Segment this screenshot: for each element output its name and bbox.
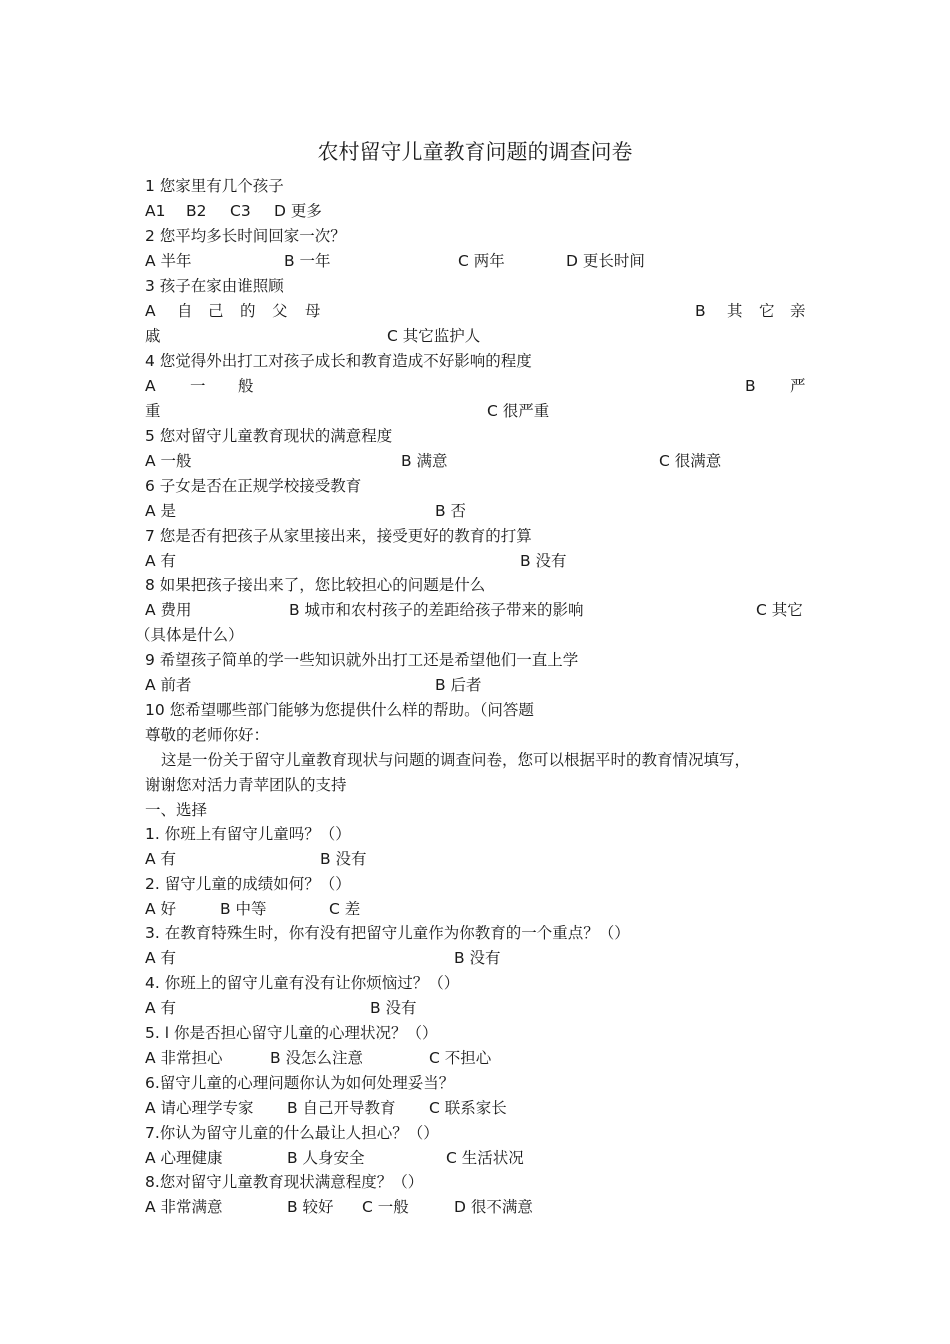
option-a: A 有 — [145, 949, 177, 967]
question-4: 4 您觉得外出打工对孩子成长和教育造成不好影响的程度 — [145, 352, 532, 370]
option-b: B 一年 — [284, 252, 331, 270]
question-9-options — [145, 673, 807, 698]
option-b: B 没怎么注意 — [270, 1049, 364, 1067]
option-a: A1 — [145, 202, 166, 220]
teacher-question-6-options — [145, 1096, 807, 1121]
question-1: 1 您家里有几个孩子 — [145, 177, 284, 195]
option-c: C3 — [230, 202, 251, 220]
question-3-options-cont: 戚 C 其它监护人 — [145, 324, 807, 349]
option-a: A 是 — [145, 502, 177, 520]
teacher-question-2-options — [145, 897, 807, 922]
question-8: 8 如果把孩子接出来了，您比较担心的问题是什么 — [145, 576, 486, 594]
question-3-options: A 自 己 的 父 母 B 其 它 亲 — [145, 302, 806, 320]
option-b: B 后者 — [435, 676, 482, 694]
question-4-options: A 一 般 B 严 — [145, 377, 806, 395]
question-1-options — [145, 199, 807, 224]
question-9: 9 希望孩子简单的学一些知识就外出打工还是希望他们一直上学 — [145, 651, 579, 669]
teacher-question-5: 5. l 你是否担心留守儿童的心理状况？（） — [145, 1024, 438, 1042]
option-b: B 城市和农村孩子的差距给孩子带来的影响 — [289, 601, 584, 619]
question-7-options — [145, 549, 807, 574]
option-c: C 生活状况 — [446, 1149, 524, 1167]
teacher-question-1: 1. 你班上有留守儿童吗？（） — [145, 825, 351, 843]
option-a: A 有 — [145, 552, 177, 570]
option-b: B 否 — [435, 502, 467, 520]
option-a: A 一般 — [145, 452, 192, 470]
option-b: B 没有 — [370, 999, 417, 1017]
document-title: 农村留守儿童教育问题的调查问卷 — [317, 140, 633, 164]
teacher-question-6: 6.留守儿童的心理问题你认为如何处理妥当？ — [145, 1074, 455, 1092]
question-4-options-cont: 重 C 很严重 — [145, 399, 807, 424]
option-b: B 没有 — [320, 850, 367, 868]
question-6: 6 子女是否在正规学校接受教育 — [145, 477, 362, 495]
option-b: B 自己开导教育 — [287, 1099, 396, 1117]
option-a: A 好 — [145, 900, 177, 918]
question-8-options-cont: （具体是什么） — [135, 626, 244, 644]
option-c: C 一般 — [362, 1198, 409, 1216]
teacher-greeting: 尊敬的老师你好： — [145, 726, 270, 744]
option-c: C 很严重 — [487, 402, 550, 420]
teacher-question-2: 2. 留守儿童的成绩如何？（） — [145, 875, 351, 893]
option-c: C 不担心 — [429, 1049, 492, 1067]
teacher-question-7: 7.你认为留守儿童的什么最让人担心？（） — [145, 1124, 439, 1142]
teacher-question-8-options — [145, 1195, 807, 1220]
question-5-options — [145, 449, 807, 474]
option-b: B 满意 — [401, 452, 448, 470]
option-b: B 人身安全 — [287, 1149, 365, 1167]
option-c: C 两年 — [458, 252, 505, 270]
option-d: D 更多 — [274, 202, 322, 220]
section-heading: 一、选择 — [145, 801, 208, 819]
option-d: D 更长时间 — [566, 252, 645, 270]
option-a: A 有 — [145, 850, 177, 868]
teacher-intro-para-cont: 谢谢您对活力青苹团队的支持 — [145, 776, 347, 794]
teacher-question-8: 8.您对留守儿童教育现状满意程度？（） — [145, 1173, 424, 1191]
teacher-question-4-options — [145, 996, 807, 1021]
option-a: A 有 — [145, 999, 177, 1017]
option-a: A 前者 — [145, 676, 192, 694]
question-6-options — [145, 499, 807, 524]
question-7: 7 您是否有把孩子从家里接出来，接受更好的教育的打算 — [145, 527, 532, 545]
option-a: A 请心理学专家 — [145, 1099, 254, 1117]
teacher-question-4: 4. 你班上的留守儿童有没有让你烦恼过？（） — [145, 974, 460, 992]
question-5: 5 您对留守儿童教育现状的满意程度 — [145, 427, 393, 445]
question-3: 3 孩子在家由谁照顾 — [145, 277, 284, 295]
teacher-question-1-options — [145, 847, 807, 872]
option-c: C 其它监护人 — [387, 327, 481, 345]
option-a: A 心理健康 — [145, 1149, 223, 1167]
question-8-options — [145, 598, 807, 623]
option-a: A 非常满意 — [145, 1198, 223, 1216]
option-c: C 差 — [329, 900, 361, 918]
option-b: B 中等 — [220, 900, 267, 918]
question-10: 10 您希望哪些部门能够为您提供什么样的帮助。（问答题 — [145, 701, 534, 719]
option-c: C 其它 — [756, 601, 803, 619]
option-b: B 没有 — [520, 552, 567, 570]
question-2-options — [145, 249, 807, 274]
teacher-question-5-options — [145, 1046, 807, 1071]
option-b: B2 — [186, 202, 207, 220]
teacher-intro-para: 这是一份关于留守儿童教育现状与问题的调查问卷，您可以根据平时的教育情况填写， — [161, 751, 751, 769]
teacher-question-7-options — [145, 1146, 807, 1171]
option-b: B 较好 — [287, 1198, 334, 1216]
option-a: A 非常担心 — [145, 1049, 223, 1067]
option-a: A 费用 — [145, 601, 192, 619]
teacher-question-3-options — [145, 946, 807, 971]
option-d: D 很不满意 — [454, 1198, 533, 1216]
option-c: C 联系家长 — [429, 1099, 507, 1117]
teacher-question-3: 3. 在教育特殊生时，你有没有把留守儿童作为你教育的一个重点？（） — [145, 924, 630, 942]
question-2: 2 您平均多长时间回家一次？ — [145, 227, 346, 245]
option-b: B 没有 — [454, 949, 501, 967]
option-c: C 很满意 — [659, 452, 722, 470]
option-a: A 半年 — [145, 252, 192, 270]
